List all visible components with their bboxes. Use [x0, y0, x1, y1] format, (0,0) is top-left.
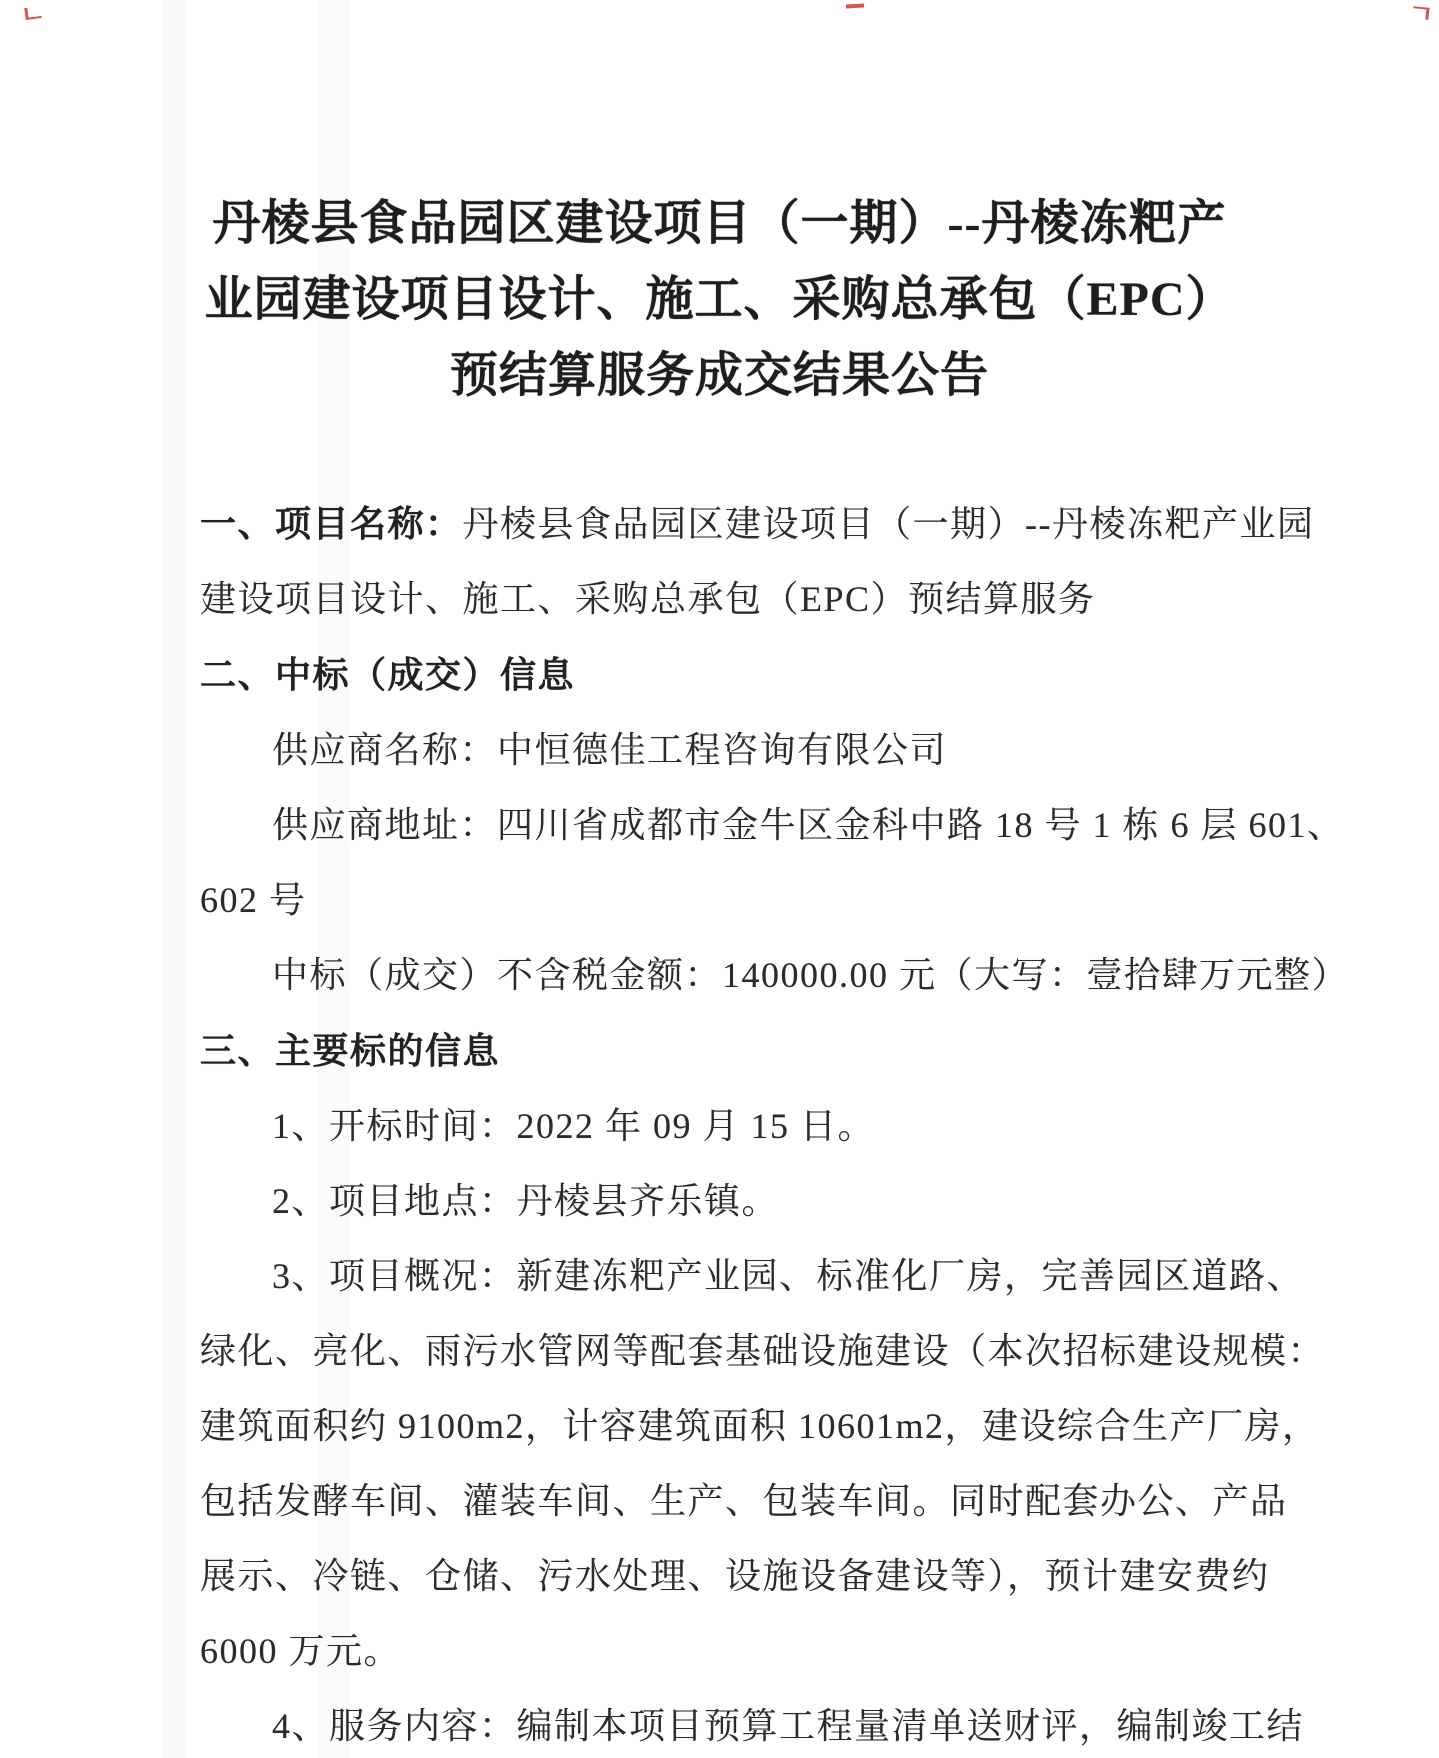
document-title — [197, 186, 1242, 414]
red-scan-mark-top-center — [846, 4, 864, 9]
project-overview-line-6: 6000 万元。 — [200, 1631, 402, 1671]
red-scan-mark-top-right — [1412, 6, 1429, 20]
supplier-address-line-2: 602 号 — [200, 880, 307, 920]
section-heading-subject-info: 三、主要标的信息 — [200, 1030, 501, 1071]
award-amount-line: 中标（成交）不含税金额：140000.00 元（大写：壹拾肆万元整） — [272, 955, 1350, 995]
project-name-line-1: 一、项目名称：丹棱县食品园区建设项目（一期）--丹棱冻粑产业园 — [200, 503, 1315, 544]
red-scan-mark-top-left — [24, 6, 42, 20]
bid-opening-date-line: 1、开标时间：2022 年 09 月 15 日。 — [272, 1106, 876, 1146]
document-body — [200, 486, 1350, 1758]
section-heading-award-info: 二、中标（成交）信息 — [200, 654, 576, 695]
title-line-2: 业园建设项目设计、施工、采购总承包（EPC） — [204, 273, 1235, 326]
scan-streak-left — [163, 0, 185, 1758]
supplier-address-line-1: 供应商地址：四川省成都市金牛区金科中路 18 号 1 栋 6 层 601、 — [272, 805, 1345, 845]
project-overview-line-2: 绿化、亮化、雨污水管网等配套基础设施建设（本次招标建设规模： — [200, 1331, 1326, 1371]
project-overview-line-5: 展示、冷链、仓储、污水处理、设施设备建设等），预计建安费约 — [200, 1556, 1270, 1596]
project-location-line: 2、项目地点：丹棱县齐乐镇。 — [272, 1181, 780, 1221]
title-line-1: 丹棱县食品园区建设项目（一期）--丹棱冻粑产 — [212, 197, 1227, 250]
project-name-line-2: 建设项目设计、施工、采购总承包（EPC）预结算服务 — [200, 579, 1096, 619]
service-content-line: 4、服务内容：编制本项目预算工程量清单送财评，编制竣工结 — [272, 1706, 1305, 1746]
project-overview-line-3: 建筑面积约 9100m2，计容建筑面积 10601m2，建设综合生产厂房， — [200, 1406, 1320, 1446]
project-overview-line-1: 3、项目概况：新建冻粑产业园、标准化厂房，完善园区道路、 — [272, 1256, 1305, 1296]
project-overview-line-4: 包括发酵车间、灌装车间、生产、包装车间。同时配套办公、产品 — [200, 1481, 1288, 1521]
section-heading-project-name: 一、项目名称： — [200, 503, 463, 544]
title-line-3: 预结算服务成交结果公告 — [449, 349, 989, 402]
supplier-name-line: 供应商名称：中恒德佳工程咨询有限公司 — [272, 730, 948, 770]
